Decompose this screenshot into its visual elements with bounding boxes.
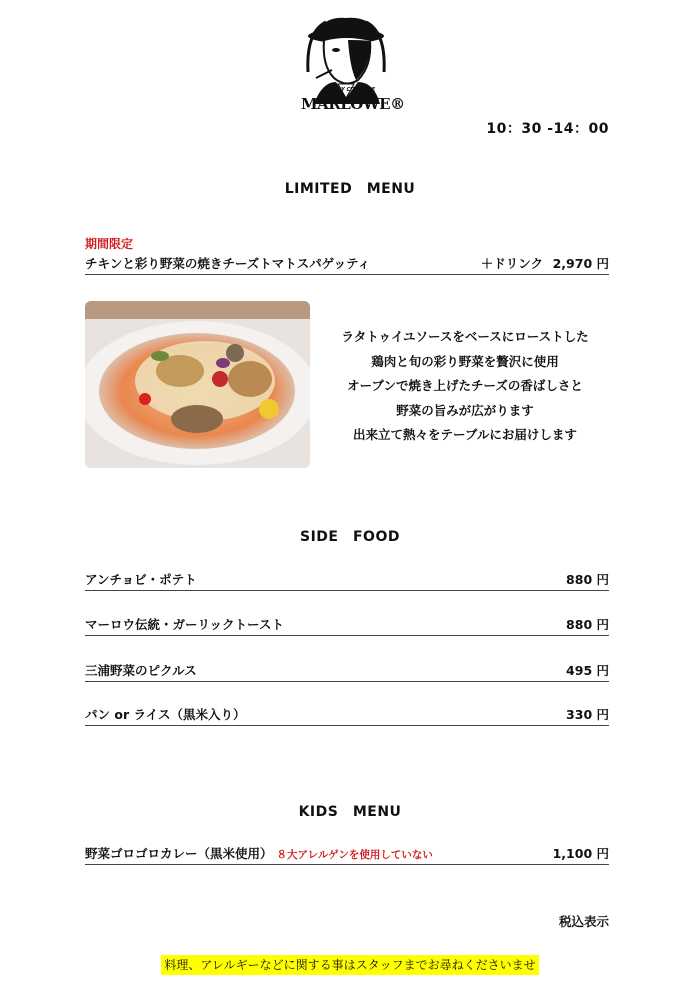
dish-description	[330, 325, 600, 448]
description-line: 鶏肉と旬の彩り野菜を贅沢に使用	[371, 353, 559, 369]
opening-hours: 10：30 -14：00	[486, 121, 609, 137]
item-price: 2,970 円	[552, 256, 609, 271]
allergy-notice-text: 料理、アレルギーなどに関する事はスタッフまでお尋ねくださいませ	[161, 955, 538, 975]
description-line: ラタトゥイユソースをベースにローストした	[341, 329, 589, 344]
item-name: 三浦野菜のピクルス	[85, 663, 197, 678]
item-name: チキンと彩り野菜の焼きチーズトマトスパゲッティ	[85, 256, 371, 271]
logo-brand: MARLOWE®	[301, 95, 405, 113]
menu-row-kids	[85, 844, 609, 865]
item-name: マーロウ伝統・ガーリックトースト	[85, 617, 284, 632]
item-name-text: 野菜ゴロゴロカレー（黒米使用）	[85, 846, 273, 861]
item-price: 1,100 円	[552, 846, 609, 861]
menu-row-side	[85, 705, 609, 726]
item-name: パン or ライス（黒米入り）	[85, 707, 246, 722]
tax-included-note: 税込表示	[558, 914, 609, 929]
side-food-title: SIDE FOOD	[300, 529, 400, 545]
item-name	[85, 844, 433, 862]
limited-period-tag: 期間限定	[85, 237, 134, 251]
logo-tagline: BAY CITY CAFE	[334, 87, 376, 93]
item-extra: ＋ドリンク	[480, 256, 543, 271]
pasta-dish-photo	[85, 301, 310, 468]
limited-menu-title: LIMITED MENU	[284, 181, 416, 197]
item-price: 330 円	[566, 707, 609, 722]
allergen-note: ８大アレルゲンを使用していない	[276, 849, 433, 861]
item-name: アンチョビ・ポテト	[85, 572, 197, 587]
item-price: 495 円	[566, 663, 609, 678]
menu-row-limited	[85, 254, 609, 275]
description-line: オーブンで焼き上げたチーズの香ばしさと	[347, 378, 583, 394]
menu-row-side	[85, 615, 609, 636]
item-price: 880 円	[566, 617, 609, 632]
description-line: 出来立て熱々をテーブルにお届けします	[353, 427, 577, 443]
description-line: 野菜の旨みが広がります	[396, 402, 534, 418]
menu-row-side	[85, 570, 609, 591]
menu-row-side	[85, 661, 609, 682]
allergy-notice	[0, 954, 700, 973]
kids-menu-title: KIDS MENU	[298, 804, 402, 820]
item-price: 880 円	[566, 572, 609, 587]
